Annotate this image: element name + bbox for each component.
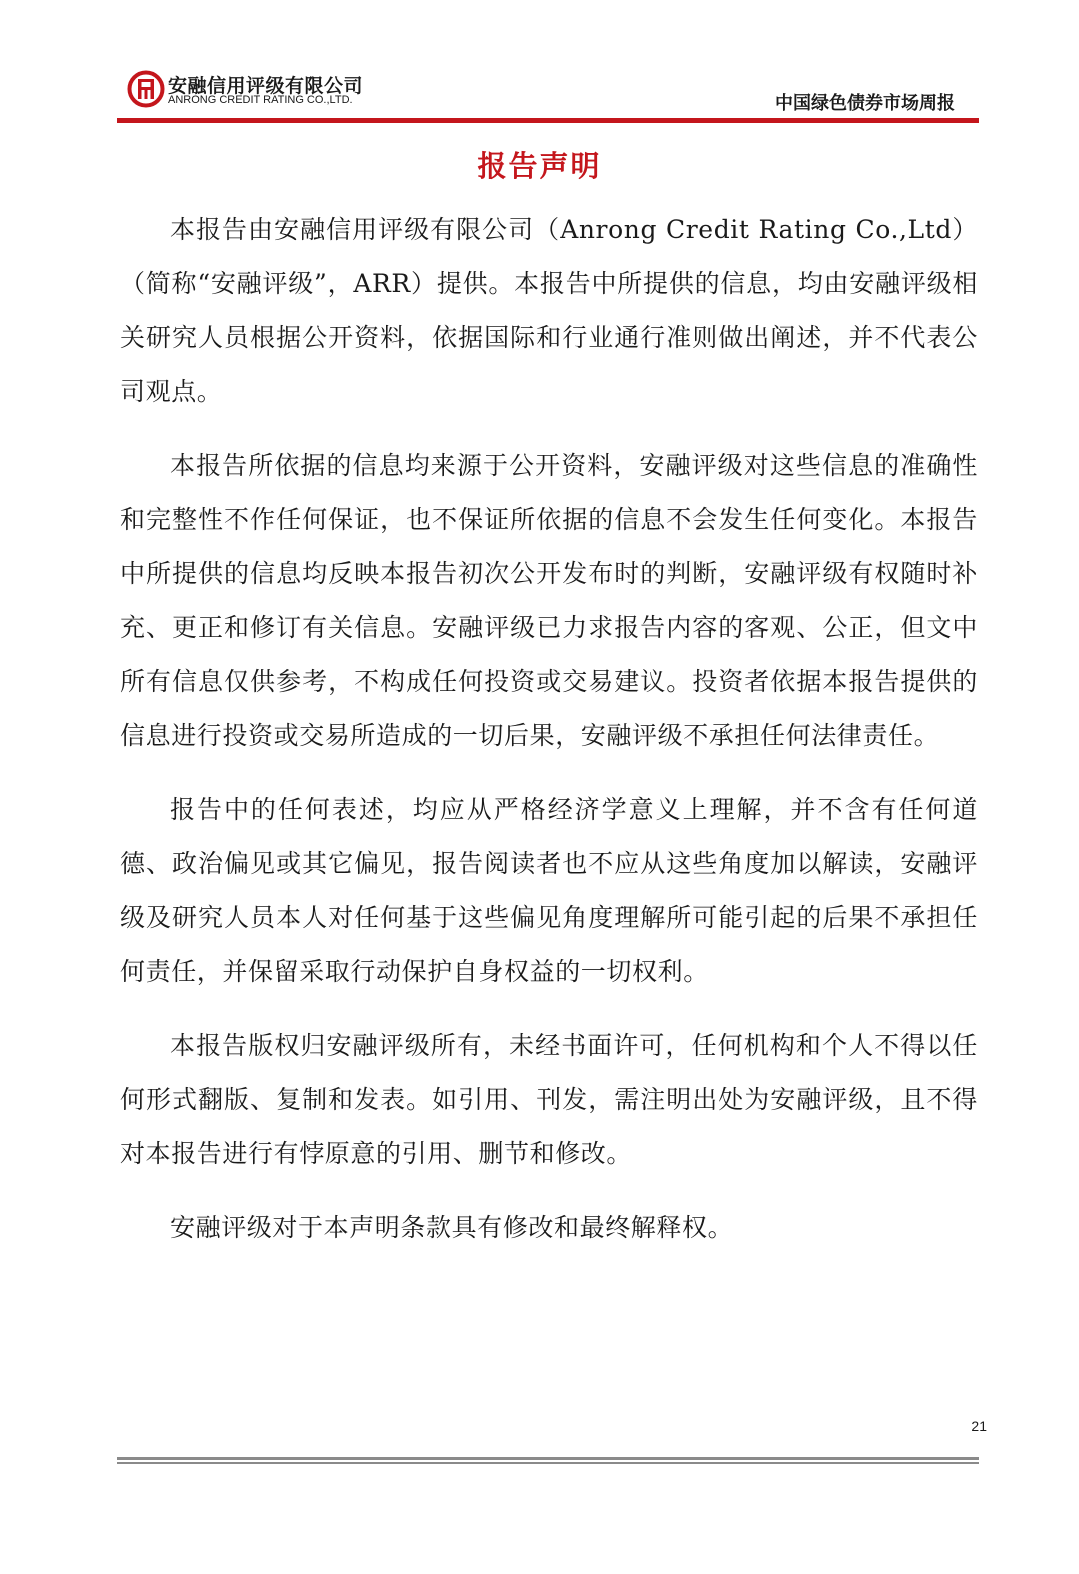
statement-paragraph: 安融评级对于本声明条款具有修改和最终解释权。 [170, 1213, 734, 1242]
company-name-cn: 安融信用评级有限公司 [168, 75, 364, 97]
footer-divider [117, 1462, 979, 1464]
company-name-en: ANRONG CREDIT RATING CO.,LTD. [168, 94, 353, 106]
page-header [0, 0, 1079, 130]
report-title: 中国绿色债券市场周报 [775, 93, 955, 114]
statement-body [120, 203, 978, 1275]
footer-divider [117, 1457, 979, 1460]
statement-paragraph: 本报告所依据的信息均来源于公开资料，安融评级对这些信息的准确性和完整性不作任何保证，也不保证所依据的信息不会发生任何变化。本报告中所提供的信息均反映本报告初次公开发布时的判断，安融评级有权随时补充、更正和修订有关信息。安融评级已力求报告内容的客观、公正，但文中所有信息仅供参考，不构成任何投资或交易建议。投资者依据本报告提供的信息进行投资或交易所造成的一切后果，安融评级不承担任何法律责任。 [120, 451, 978, 750]
page-number: 21 [971, 1418, 987, 1434]
header-divider [117, 118, 979, 123]
statement-paragraph: 本报告版权归安融评级所有，未经书面许可，任何机构和个人不得以任何形式翻版、复制和发表。如引用、刊发，需注明出处为安融评级，且不得对本报告进行有悖原意的引用、删节和修改。 [120, 1031, 978, 1168]
anrong-logo-icon [127, 70, 165, 108]
statement-paragraph: 本报告由安融信用评级有限公司（Anrong Credit Rating Co.,Ltd）（简称“安融评级”，ARR）提供。本报告中所提供的信息，均由安融评级相关研究人员根据公开资料，依据国际和行业通行准则做出阐述，并不代表公司观点。 [120, 215, 978, 406]
section-title: 报告声明 [477, 149, 602, 183]
statement-paragraph: 报告中的任何表述，均应从严格经济学意义上理解，并不含有任何道德、政治偏见或其它偏见，报告阅读者也不应从这些角度加以解读，安融评级及研究人员本人对任何基于这些偏见角度理解所可能引起的后果不承担任何责任，并保留采取行动保护自身权益的一切权利。 [120, 795, 978, 986]
